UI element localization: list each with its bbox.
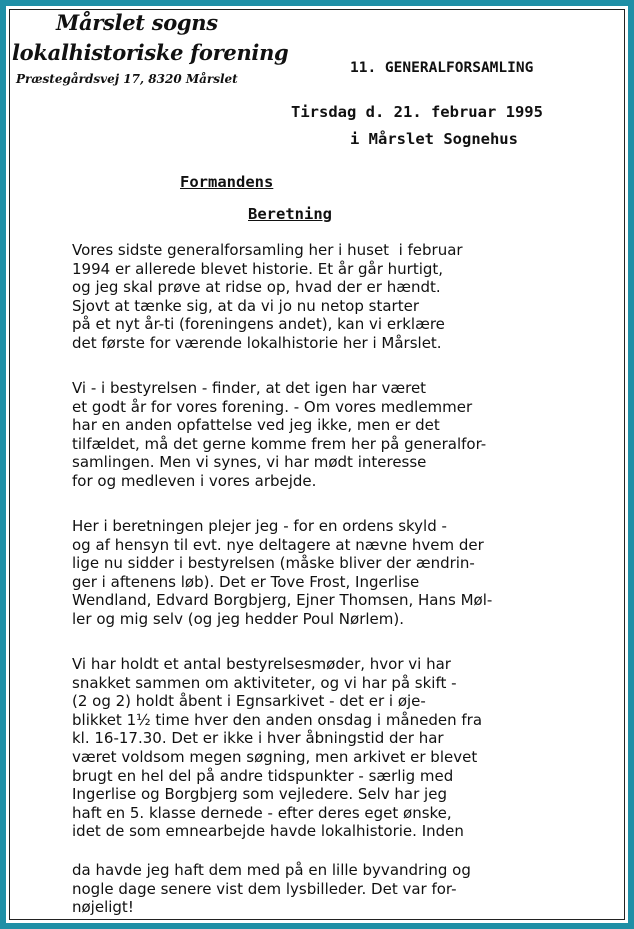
text-line: ger i aftenens løb). Det er Tove Frost, Ingerlise xyxy=(72,572,420,591)
text-line: Sjovt at tænke sig, at da vi jo nu netop starter xyxy=(72,296,419,315)
text-line: brugt en hel del på andre tidspunkter - særlig med xyxy=(72,766,454,785)
text-line: 1994 er allerede blevet historie. Et år går hurtigt, xyxy=(72,259,444,278)
paragraph-1 xyxy=(72,241,463,353)
text-line: har en anden opfattelse ved jeg ikke, men er det xyxy=(72,416,440,435)
text-line: blikket 1½ time hver den anden onsdag i måneden fra xyxy=(72,710,483,729)
text-line: snakket sammen om aktiviteter, og vi har på skift - xyxy=(72,673,457,692)
text-line: for og medleven i vores arbejde. xyxy=(72,471,317,490)
text-line: Ingerlise og Borgbjerg som vejledere. Selv har jeg xyxy=(72,785,447,804)
text-line: kl. 16-17.30. Det er ikke i hver åbningstid der har xyxy=(72,729,444,748)
text-line: da havde jeg haft dem med på en lille byvandring og xyxy=(72,861,471,879)
text-line: været voldsom megen søgning, men arkivet er blevet xyxy=(72,747,478,766)
report-heading-line-1: Formandens xyxy=(180,173,274,191)
meeting-date: Tirsdag d. 21. februar 1995 xyxy=(291,103,543,121)
paragraph-3 xyxy=(72,517,492,629)
letterhead-line-2: lokalhistoriske forening xyxy=(12,40,289,65)
text-line: på et nyt år-ti (foreningens andet), kan vi erklære xyxy=(72,315,445,334)
letterhead-line-1: Mårslet sogns xyxy=(56,10,218,35)
text-line: haft en 5. klasse dernede - efter deres eget ønske, xyxy=(72,803,452,822)
text-line: nogle dage senere vist dem lysbilleder. Det var for- xyxy=(72,879,457,898)
meeting-title: 11. GENERALFORSAMLING xyxy=(350,60,534,76)
text-line: Vi - i bestyrelsen - finder, at det igen har været xyxy=(72,379,427,397)
text-line: samlingen. Men vi synes, vi har mødt interesse xyxy=(72,453,427,472)
text-line: ler og mig selv (og jeg hedder Poul Nørlem). xyxy=(72,609,404,628)
text-line: (2 og 2) holdt åbent i Egnsarkivet - det er i øje- xyxy=(72,692,426,711)
paragraph-2 xyxy=(72,379,486,491)
report-heading-line-2: Beretning xyxy=(248,205,332,223)
text-line: det første for værende lokalhistorie her i Mårslet. xyxy=(72,333,442,352)
text-line: og af hensyn til evt. nye deltagere at nævne hvem der xyxy=(72,535,484,554)
text-line: Vi har holdt et antal bestyrelsesmøder, hvor vi har xyxy=(72,655,451,673)
letterhead-address: Præstegårdsvej 17, 8320 Mårslet xyxy=(16,72,238,86)
text-line: idet de som emnearbejde havde lokalhistorie. Inden xyxy=(72,822,464,841)
text-line: et godt år for vores forening. - Om vores medlemmer xyxy=(72,397,473,416)
text-line: Vores sidste generalforsamling her i huset i februar xyxy=(72,241,463,259)
meeting-location: i Mårslet Sognehus xyxy=(350,130,518,148)
text-line: Wendland, Edvard Borgbjerg, Ejner Thomsen, Hans Møl- xyxy=(72,591,493,610)
text-line: og jeg skal prøve at ridse op, hvad der er hændt. xyxy=(72,278,441,297)
text-line: tilfældet, må det gerne komme frem her på generalfor- xyxy=(72,434,487,453)
text-line: nøjeligt! xyxy=(72,898,134,917)
paragraph-4 xyxy=(72,655,482,841)
text-line: lige nu sidder i bestyrelsen (måske bliver der ændrin- xyxy=(72,554,475,573)
paragraph-5 xyxy=(72,861,471,917)
text-line: Her i beretningen plejer jeg - for en ordens skyld - xyxy=(72,517,447,535)
